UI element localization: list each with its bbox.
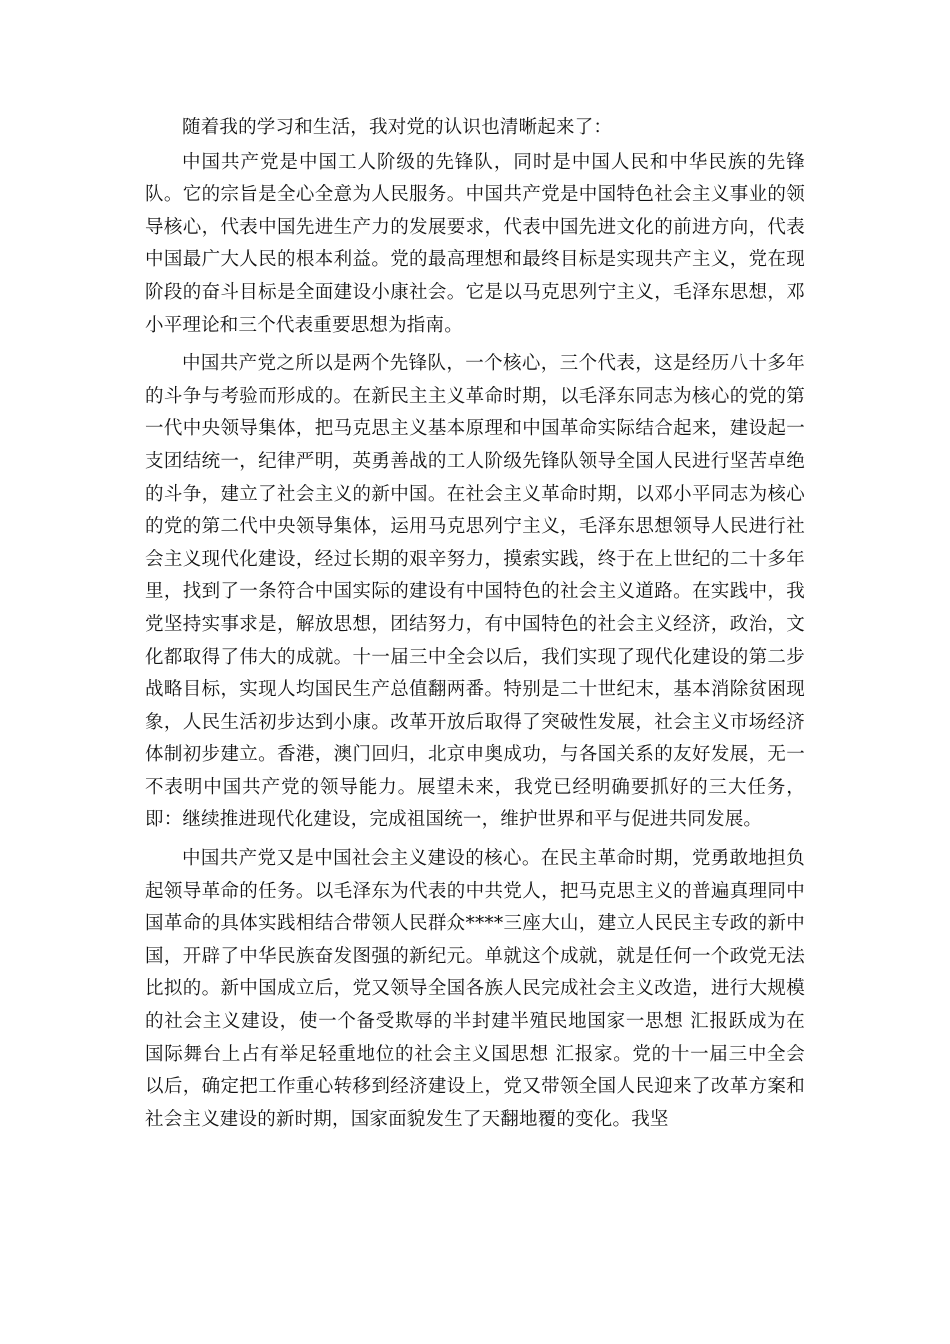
- paragraph-intro: 随着我的学习和生活，我对党的认识也清晰起来了：: [182, 117, 613, 138]
- paragraph-party-history: 中国共产党之所以是两个先锋队，一个核心，三个代表，这是经历八十多年的斗争与考验而形成的。在新民主主义革命时期，以毛泽东同志为核心的党的第一代中央领导集体，把马克思主义基本原理和中国革命实际结合起来，建设起一支团结统一，纪律严明，英勇善战的工人阶级先锋队领导全国人民进行坚苦卓绝的斗争，建立了社会主义的新中国。在社会主义革命时期，以邓小平同志为核心的党的第二代中央领导集体，运用马克思列宁主义，毛泽东思想领导人民进行社会主义现代化建设，经过长期的艰辛努力，摸索实践，终于在上世纪的二十多年里，找到了一条符合中国实际的建设有中国特色的社会主义道路。在实践中，我党坚持实事求是，解放思想，团结努力，有中国特色的社会主义经济，政治，文化都取得了伟大的成就。十一届三中全会以后，我们实现了现代化建设的第二步战略目标，实现人均国民生产总值翻两番。特别是二十世纪末，基本消除贫困现象，人民生活初步达到小康。改革开放后取得了突破性发展，社会主义市场经济体制初步建立。香港，澳门回归，北京申奥成功，与各国关系的友好发展，无一不表明中国共产党的领导能力。展望未来，我党已经明确要抓好的三大任务，即：继续推进现代化建设，完成祖国统一，维护世界和平与促进共同发展。: [145, 353, 805, 831]
- paragraph-party-core: 中国共产党又是中国社会主义建设的核心。在民主革命时期，党勇敢地担负起领导革命的任务。以毛泽东为代表的中共党人，把马克思主义的普遍真理同中国革命的具体实践相结合带领人民群众****三座大山，建立人民民主专政的新中国，开辟了中华民族奋发图强的新纪元。单就这个成就，就是任何一个政党无法比拟的。新中国成立后，党又领导全国各族人民完成社会主义改造，进行大规模的社会主义建设，使一个备受欺辱的半封建半殖民地国家一思想 汇报跃成为在国际舞台上占有举足轻重地位的社会主义国思想 汇报家。党的十一届三中全会以后，确定把工作重心转移到经济建设上，党又带领全国人民迎来了改革方案和社会主义建设的新时期，国家面貌发生了天翻地覆的变化。我坚: [145, 848, 805, 1130]
- document-body: [145, 112, 805, 1136]
- paragraph-party-definition: 中国共产党是中国工人阶级的先锋队，同时是中国人民和中华民族的先锋队。它的宗旨是全心全意为人民服务。中国共产党是中国特色社会主义事业的领导核心，代表中国先进生产力的发展要求，代表中国先进文化的前进方向，代表中国最广大人民的根本利益。党的最高理想和最终目标是实现共产主义，党在现阶段的奋斗目标是全面建设小康社会。它是以马克思列宁主义，毛泽东思想，邓小平理论和三个代表重要思想为指南。: [145, 151, 805, 336]
